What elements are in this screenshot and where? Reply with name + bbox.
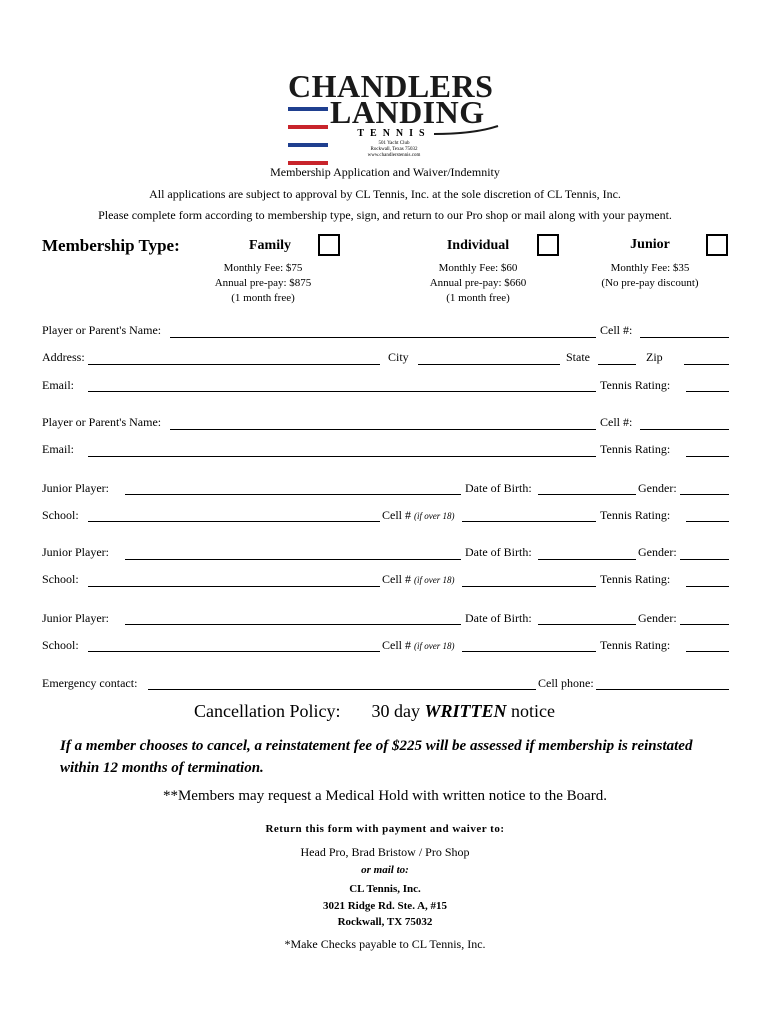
family-name: Family — [249, 238, 291, 253]
city-field[interactable] — [418, 364, 560, 365]
dob-field-1[interactable] — [538, 494, 636, 495]
junior-rating-label-2: Tennis Rating: — [600, 572, 671, 586]
city-label: City — [388, 350, 409, 364]
logo — [284, 70, 504, 160]
cell-phone-label: Cell phone: — [538, 676, 594, 690]
address-label: Address: — [42, 350, 85, 364]
state-label: State — [566, 350, 590, 364]
junior-cell-text-2: Cell # — [382, 572, 411, 586]
cell-phone-field[interactable] — [596, 689, 729, 690]
state-field[interactable] — [598, 364, 636, 365]
form-title: Membership Application and Waiver/Indemnity — [270, 165, 500, 179]
junior-cell-text-1: Cell # — [382, 508, 411, 522]
zip-field[interactable] — [684, 364, 729, 365]
school-field-3[interactable] — [88, 651, 380, 652]
junior-cell-label-2 — [382, 572, 455, 587]
cancellation-written: WRITTEN — [424, 701, 507, 721]
checks-payable-text: *Make Checks payable to CL Tennis, Inc. — [284, 937, 486, 951]
header-line-1: All applications are subject to approval by CL Tennis, Inc. at the sole discretion of CL Tennis, Inc. — [149, 187, 621, 201]
email-label: Email: — [42, 378, 74, 392]
junior-cell-note-3: (if over 18) — [414, 641, 455, 651]
logo-line-1: CHANDLERS — [288, 68, 494, 104]
email-label-2: Email: — [42, 442, 74, 456]
junior-rating-field-2[interactable] — [686, 586, 729, 587]
tennis-rating-label: Tennis Rating: — [600, 378, 671, 392]
player-name-field[interactable] — [170, 337, 596, 338]
family-prepay: Annual pre-pay: $875 — [214, 277, 312, 289]
cell-label: Cell #: — [600, 323, 633, 337]
junior-player-field-2[interactable] — [125, 559, 461, 560]
gender-label-3: Gender: — [638, 611, 677, 625]
school-field-2[interactable] — [88, 586, 380, 587]
junior-cell-note-1: (if over 18) — [414, 511, 455, 521]
head-pro-text: Head Pro, Brad Bristow / Pro Shop — [300, 845, 470, 859]
cancellation-policy — [194, 701, 555, 722]
reinstatement-text: If a member chooses to cancel, a reinstatement fee of $225 will be assessed if membership is reinstated within 12 months of termination. — [60, 738, 693, 776]
gender-field-3[interactable] — [680, 624, 729, 625]
school-label-1: School: — [42, 508, 79, 522]
dob-label-2: Date of Birth: — [465, 545, 532, 559]
junior-fee: Monthly Fee: $35 — [610, 262, 690, 274]
junior-rating-field-1[interactable] — [686, 521, 729, 522]
individual-checkbox[interactable] — [537, 234, 559, 256]
email-field-2[interactable] — [88, 456, 596, 457]
dob-field-2[interactable] — [538, 559, 636, 560]
or-mail-text: or mail to: — [361, 864, 409, 876]
junior-rating-field-3[interactable] — [686, 651, 729, 652]
logo-address-3: www.chandlerstennis.com — [367, 153, 421, 158]
company-city: Rockwall, TX 75032 — [337, 916, 433, 928]
gender-label-1: Gender: — [638, 481, 677, 495]
individual-fee: Monthly Fee: $60 — [438, 262, 518, 274]
junior-player-label-1: Junior Player: — [42, 481, 109, 495]
address-field[interactable] — [88, 364, 380, 365]
return-text: Return this form with payment and waiver to: — [265, 823, 505, 835]
junior-cell-field-2[interactable] — [462, 586, 596, 587]
player-name-label-2: Player or Parent's Name: — [42, 415, 162, 429]
junior-player-field-3[interactable] — [125, 624, 461, 625]
junior-cell-label-1 — [382, 508, 455, 523]
school-label-2: School: — [42, 572, 79, 586]
individual-name: Individual — [446, 238, 510, 253]
junior-checkbox[interactable] — [706, 234, 728, 256]
cell-field[interactable] — [640, 337, 729, 338]
junior-rating-label-1: Tennis Rating: — [600, 508, 671, 522]
company-name: CL Tennis, Inc. — [349, 883, 421, 895]
tennis-rating-label-2: Tennis Rating: — [600, 442, 671, 456]
gender-label-2: Gender: — [638, 545, 677, 559]
family-fee: Monthly Fee: $75 — [223, 262, 303, 274]
dob-field-3[interactable] — [538, 624, 636, 625]
player-name-label: Player or Parent's Name: — [42, 323, 162, 337]
school-field-1[interactable] — [88, 521, 380, 522]
logo-address-1: 501 Yacht Club — [378, 141, 410, 146]
gender-field-2[interactable] — [680, 559, 729, 560]
junior-player-label-3: Junior Player: — [42, 611, 109, 625]
cell-label-2: Cell #: — [600, 415, 633, 429]
emergency-contact-label: Emergency contact: — [42, 676, 138, 690]
membership-type-label: Membership Type: — [42, 236, 180, 255]
family-note: (1 month free) — [231, 292, 295, 304]
junior-prepay: (No pre-pay discount) — [601, 277, 699, 289]
company-street: 3021 Ridge Rd. Ste. A, #15 — [322, 900, 448, 912]
cell-field-2[interactable] — [640, 429, 729, 430]
logo-address-2: Rockwall, Texas 75032 — [370, 147, 418, 152]
junior-cell-note-2: (if over 18) — [414, 575, 455, 585]
junior-cell-field-1[interactable] — [462, 521, 596, 522]
cancellation-days: 30 day — [371, 701, 420, 721]
zip-label: Zip — [646, 350, 663, 364]
email-field[interactable] — [88, 391, 596, 392]
junior-cell-label-3 — [382, 638, 455, 653]
emergency-contact-field[interactable] — [148, 689, 536, 690]
tennis-rating-field-2[interactable] — [686, 456, 729, 457]
junior-rating-label-3: Tennis Rating: — [600, 638, 671, 652]
cancellation-notice: notice — [511, 701, 555, 721]
dob-label-1: Date of Birth: — [465, 481, 532, 495]
cancellation-label: Cancellation Policy: — [194, 701, 341, 721]
gender-field-1[interactable] — [680, 494, 729, 495]
junior-cell-field-3[interactable] — [462, 651, 596, 652]
player-name-field-2[interactable] — [170, 429, 596, 430]
logo-line-2: LANDING — [330, 94, 485, 130]
medical-hold-text: **Members may request a Medical Hold with written notice to the Board. — [162, 788, 608, 804]
junior-name: Junior — [630, 237, 670, 252]
individual-note: (1 month free) — [446, 292, 510, 304]
school-label-3: School: — [42, 638, 79, 652]
tennis-rating-field[interactable] — [686, 391, 729, 392]
logo-flag-icon — [288, 100, 328, 172]
logo-subtitle: TENNIS — [357, 128, 431, 139]
junior-player-label-2: Junior Player: — [42, 545, 109, 559]
family-checkbox[interactable] — [318, 234, 340, 256]
individual-prepay: Annual pre-pay: $660 — [429, 277, 527, 289]
dob-label-3: Date of Birth: — [465, 611, 532, 625]
header-line-2: Please complete form according to membership type, sign, and return to our Pro shop or mail along with your payment. — [98, 208, 672, 222]
junior-player-field-1[interactable] — [125, 494, 461, 495]
junior-cell-text-3: Cell # — [382, 638, 411, 652]
